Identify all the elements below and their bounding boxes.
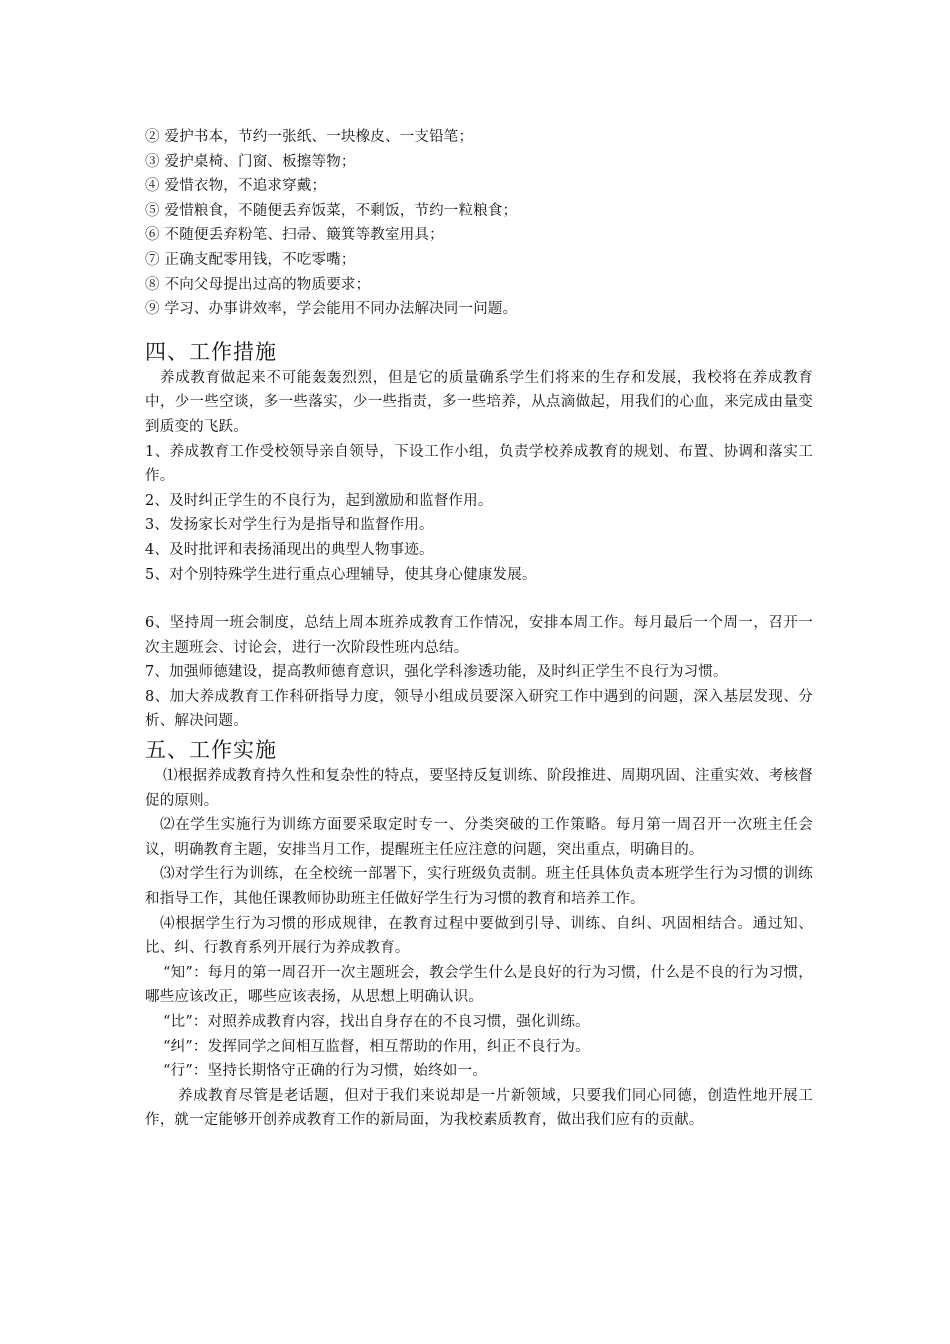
section-intro: 养成教育做起来不可能轰轰烈烈，但是它的质量确系学生们将来的生存和发展，我校将在养成教育中，少一些空谈，多一些落实，少一些指责，多一些培养，从点滴做起，用我们的心血，来完成由量变到质变的飞跃。 <box>145 369 813 435</box>
measure-item: 1、养成教育工作受校领导亲自领导，下设工作小组，负责学校养成教育的规划、布置、协调和落实工作。 <box>145 443 813 485</box>
list-item: ⑨ 学习、办事讲效率，学会能用不同办法解决同一问题。 <box>145 301 518 318</box>
list-item: ⑧ 不向父母提出过高的物质要求； <box>145 276 371 293</box>
measure-item: 4、及时批评和表扬涌现出的典型人物事迹。 <box>145 541 434 558</box>
implementation-paragraph: ⑴根据养成教育持久性和复杂性的特点，要坚持反复训练、阶段推进、周期巩固、注重实效、考核督促的原则。 <box>145 768 813 809</box>
closing-paragraph: 养成教育尽管是老话题，但对于我们来说却是一片新领域，只要我们同心同德，创造性地开展工作，就一定能够开创养成教育工作的新局面，为我校素质教育，做出我们应有的贡献。 <box>145 1087 813 1129</box>
implementation-paragraph: “行”：坚持长期恪守正确的行为习惯，始终如一。 <box>163 1063 487 1080</box>
list-item: ③ 爱护桌椅、门窗、板擦等物； <box>145 153 356 170</box>
measure-item: 3、发扬家长对学生行为是指导和监督作用。 <box>145 517 434 534</box>
measure-item: 7、加强师德建设，提高教师德育意识，强化学科渗透功能，及时纠正学生不良行为习惯。 <box>145 664 728 681</box>
list-item: ④ 爱惜衣物，不追求穿戴； <box>145 178 327 195</box>
measure-item: 5、对个别特殊学生进行重点心理辅导，使其身心健康发展。 <box>145 566 537 583</box>
implementation-paragraph: ⑷根据学生行为习惯的形成规律，在教育过程中要做到引导、训练、自纠、巩固相结合。通过知、比、纠、行教育系列开展行为养成教育。 <box>145 915 813 957</box>
list-item: ⑥ 不随便丢弃粉笔、扫帚、簸箕等教室用具； <box>145 227 444 244</box>
section-heading: 四、工作措施 <box>145 339 277 364</box>
measure-item: 8、加大养成教育工作科研指导力度，领导小组成员要深入研究工作中遇到的问题，深入基层发现、分析、解决问题。 <box>145 688 813 730</box>
section-heading: 五、工作实施 <box>145 738 277 763</box>
document-page <box>145 125 813 1133</box>
implementation-paragraph: “知”：每月的第一周召开一次主题班会，教会学生什么是良好的行为习惯，什么是不良的行为习惯，哪些应该改正，哪些应该表扬，从思想上明确认识。 <box>145 964 813 1006</box>
list-item: ⑦ 正确支配零用钱，不吃零嘴； <box>145 251 356 268</box>
blank-line <box>145 587 813 611</box>
list-item: ⑤ 爱惜粮食，不随便丢弃饭菜，不剩饭，节约一粒粮食； <box>145 202 518 219</box>
measure-item: 6、坚持周一班会制度，总结上周本班养成教育工作情况，安排本周工作。每月最后一个周一，召开一次主题班会、讨论会，进行一次阶段性班内总结。 <box>145 615 813 656</box>
implementation-paragraph: “纠”：发挥同学之间相互监督，相互帮助的作用，纠正不良行为。 <box>163 1038 590 1055</box>
list-item: ② 爱护书本，节约一张纸、一块橡皮、一支铅笔； <box>145 129 474 145</box>
implementation-paragraph: ⑵在学生实施行为训练方面要采取定时专一、分类突破的工作策略。每月第一周召开一次班主任会议，明确教育主题，安排当月工作，提醒班主任应注意的问题，突出重点，明确目的。 <box>145 817 813 858</box>
implementation-paragraph: ⑶对学生行为训练，在全校统一部署下，实行班级负责制。班主任具体负责本班学生行为习惯的训练和指导工作，其他任课教师协助班主任做好学生行为习惯的教育和培养工作。 <box>145 866 813 908</box>
implementation-paragraph: “比”：对照养成教育内容，找出自身存在的不良习惯，强化训练。 <box>163 1014 590 1030</box>
measure-item: 2、及时纠正学生的不良行为，起到激励和监督作用。 <box>145 492 493 509</box>
